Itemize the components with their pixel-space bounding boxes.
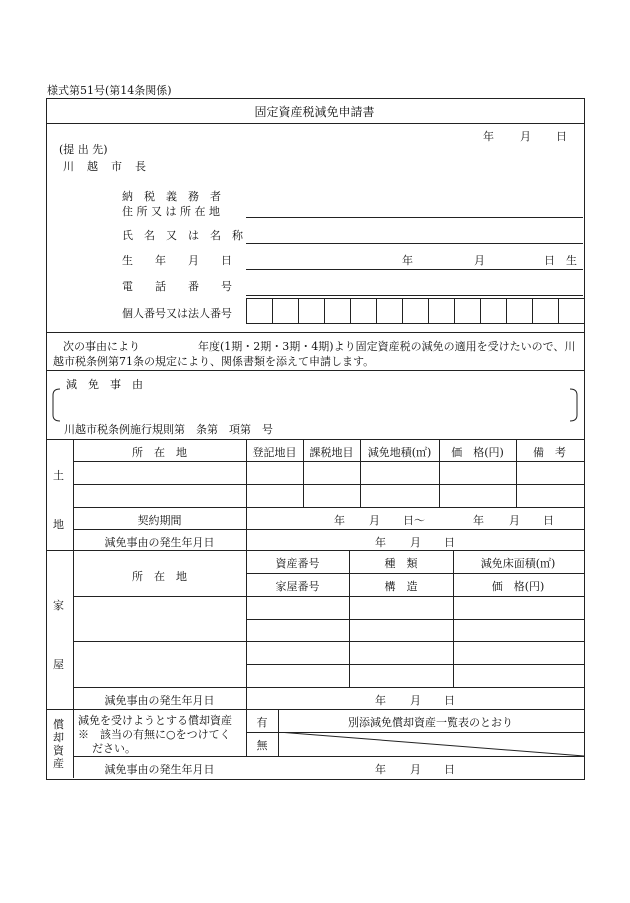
house-header-price: 価 格(円) (491, 580, 545, 593)
land-occurrence-month: 月 (410, 536, 421, 549)
form-number: 様式第51号(第14条関係) (47, 84, 172, 97)
house-header-asset-number: 資産番号 (275, 557, 320, 570)
house-row-1[interactable] (74, 597, 583, 640)
depr-no-option[interactable]: 無 (256, 739, 268, 752)
house-header-location: 所 在 地 (132, 570, 187, 583)
form-title: 固定資産税減免申請書 (254, 105, 375, 119)
depr-side-3: 資 (53, 744, 64, 757)
house-header-type: 種 類 (384, 557, 418, 570)
depr-yes-note: 別添減免償却資産一覧表のとおり (348, 716, 513, 729)
reason-right-bracket (568, 388, 580, 422)
contract-to-month: 月 (509, 514, 520, 527)
land-header-area: 減免地積(㎡) (367, 446, 432, 459)
land-side-label-2: 地 (53, 518, 64, 531)
application-day: 日 (556, 130, 567, 143)
house-header-structure: 構 造 (384, 580, 418, 593)
birth-year: 年 (402, 254, 413, 267)
id-number-grid[interactable] (246, 298, 585, 324)
house-side-label-1: 家 (53, 599, 64, 612)
statement-line1a: 次の事由により (63, 340, 140, 353)
recipient-name: 川 越 市 長 (63, 160, 147, 173)
depr-side-1: 償 (53, 718, 64, 731)
depr-question-line3: ださい。 (92, 742, 136, 755)
reason-field[interactable] (64, 390, 564, 420)
land-header-taxed: 課税地目 (309, 446, 354, 459)
house-occurrence-month: 月 (410, 694, 421, 707)
contract-from-day: 日〜 (403, 514, 425, 527)
depr-occurrence-label: 減免事由の発生年月日 (104, 763, 215, 776)
birth-day: 日 (544, 254, 555, 267)
land-header-notes: 備 考 (533, 446, 566, 459)
reason-left-bracket (50, 388, 62, 422)
contract-to-day: 日 (543, 514, 554, 527)
depr-no-strike (278, 732, 584, 756)
land-row-1[interactable] (74, 462, 583, 483)
land-side-label-1: 土 (53, 469, 64, 482)
house-side-label-2: 屋 (53, 658, 64, 671)
name-field[interactable] (246, 226, 583, 242)
house-occurrence-label: 減免事由の発生年月日 (104, 694, 215, 707)
reason-label: 減 免 事 由 (66, 378, 143, 391)
land-occurrence-day: 日 (444, 536, 455, 549)
contract-from-year: 年 (334, 514, 345, 527)
contract-to-year: 年 (473, 514, 484, 527)
birth-month: 月 (474, 254, 485, 267)
land-header-price: 価 格(円) (451, 446, 504, 459)
birth-label: 生 年 月 日 (122, 254, 232, 267)
recipient-label: (提 出 先) (59, 143, 108, 156)
land-occurrence-label: 減免事由の発生年月日 (104, 536, 215, 549)
house-occurrence-day: 日 (444, 694, 455, 707)
land-header-registered: 登記地目 (252, 446, 297, 459)
depr-question-line2: ※ 該当の有無に○をつけてく (78, 728, 231, 741)
contract-from-month: 月 (369, 514, 380, 527)
phone-label: 電 話 番 号 (122, 280, 232, 293)
address-label: 住 所 又 は 所 在 地 (122, 205, 220, 218)
depr-occurrence-month: 月 (410, 763, 421, 776)
depr-question-line1: 減免を受けようとする償却資産 (78, 714, 232, 727)
name-label: 氏 名 又 は 名 称 (122, 229, 243, 242)
land-header-location: 所 在 地 (132, 446, 187, 459)
taxpayer-label: 納 税 義 務 者 (122, 190, 221, 203)
land-occurrence-year: 年 (375, 536, 386, 549)
statement-line1b: 年度(1期・2期・3期・4期)より固定資産税の減免の適用を受けたいので、川 (198, 340, 576, 353)
house-header-house-number: 家屋番号 (275, 580, 320, 593)
id-number-label: 個人番号又は法人番号 (122, 307, 232, 320)
reason-rule-reference: 川越市税条例施行規則第 条第 項第 号 (64, 423, 273, 436)
depr-side-4: 産 (53, 757, 64, 770)
contract-period-label: 契約期間 (137, 514, 182, 527)
house-header-floor-area: 減免床面積(㎡) (480, 557, 556, 570)
application-year: 年 (483, 130, 494, 143)
birth-suffix: 生 (566, 254, 577, 267)
address-field[interactable] (246, 203, 583, 217)
depr-occurrence-year: 年 (375, 763, 386, 776)
land-row-2[interactable] (74, 485, 583, 506)
house-row-2[interactable] (74, 642, 583, 686)
statement-line2: 越市税条例第71条の規定により、関係書類を添えて申請します。 (53, 355, 375, 368)
application-month: 月 (520, 130, 531, 143)
depr-side-2: 却 (53, 731, 64, 744)
depr-occurrence-day: 日 (444, 763, 455, 776)
depr-yes-option[interactable]: 有 (256, 716, 268, 729)
house-occurrence-year: 年 (375, 694, 386, 707)
phone-field[interactable] (246, 277, 583, 294)
